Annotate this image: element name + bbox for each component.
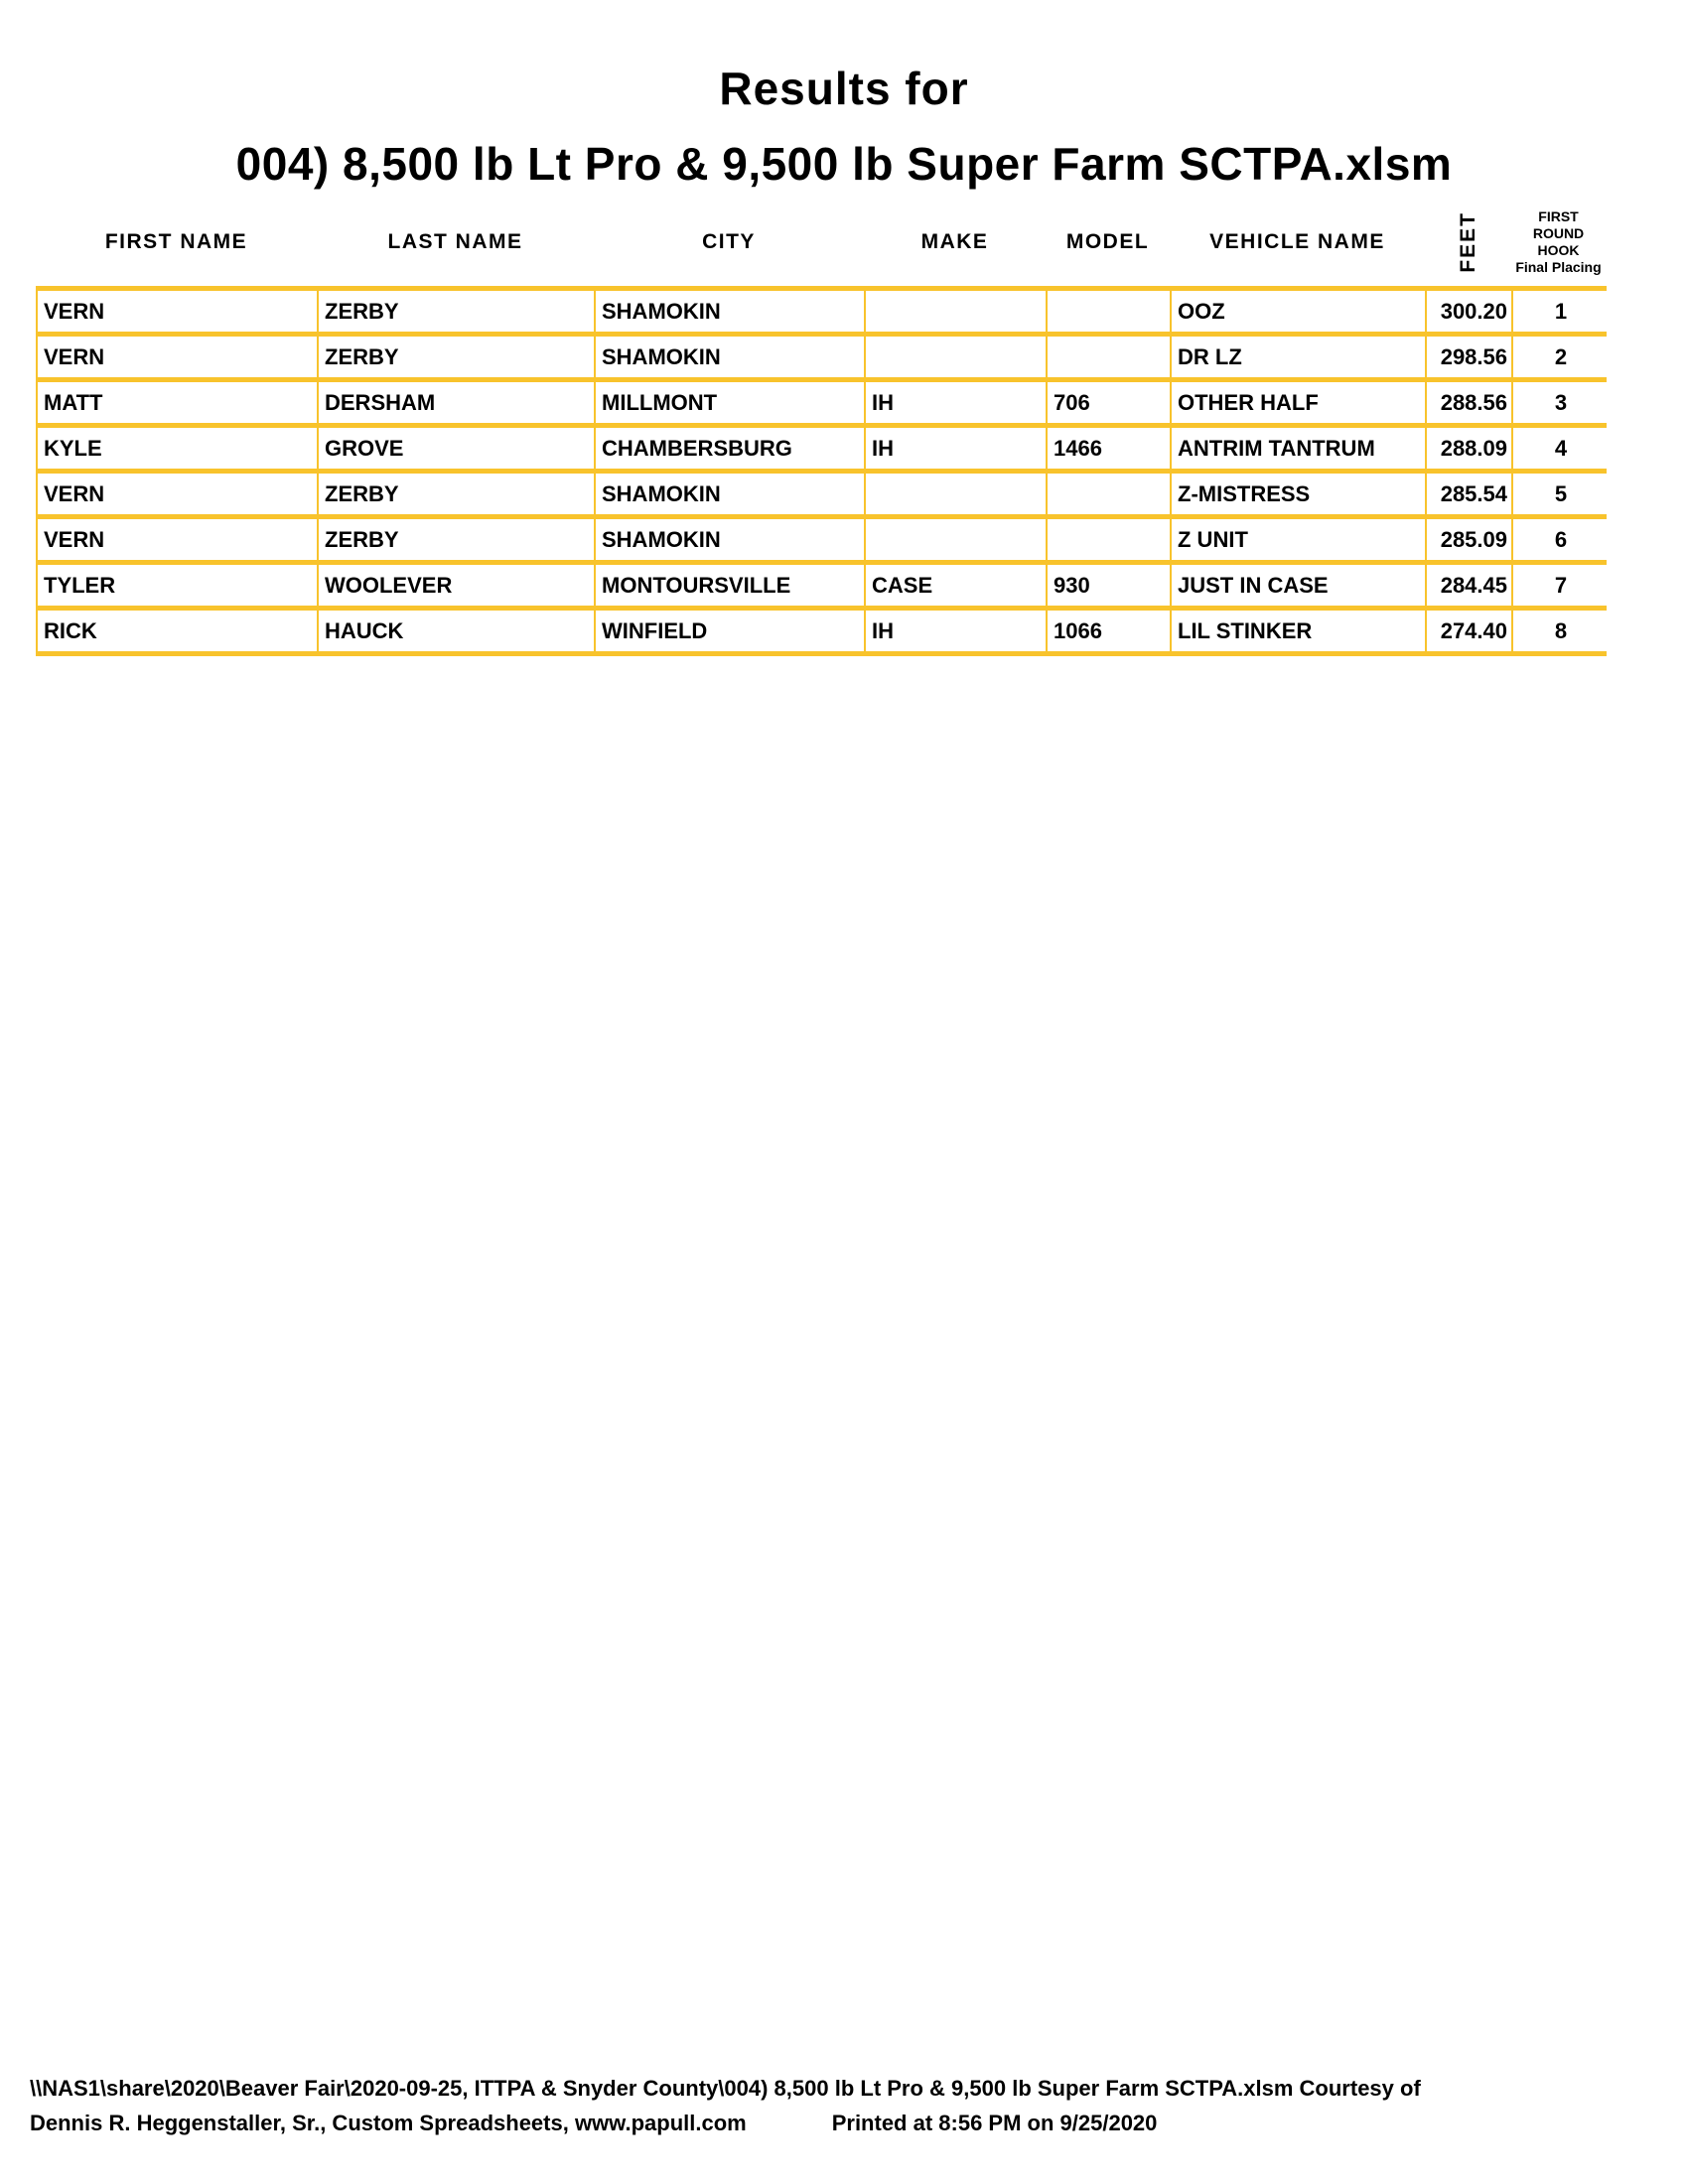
cell-city: SHAMOKIN: [595, 517, 865, 563]
cell-city: CHAMBERSBURG: [595, 426, 865, 472]
table-row: [37, 289, 1607, 335]
cell-feet: 300.20: [1426, 289, 1512, 335]
cell-feet: 288.09: [1426, 426, 1512, 472]
cell-make: IH: [865, 609, 1047, 654]
column-header-feet: FEET: [1456, 211, 1479, 273]
results-table: [36, 286, 1607, 656]
cell-model: [1047, 472, 1171, 517]
table-row: [37, 335, 1607, 380]
cell-vehicle-name: LIL STINKER: [1171, 609, 1426, 654]
cell-model: [1047, 517, 1171, 563]
cell-vehicle-name: OOZ: [1171, 289, 1426, 335]
cell-feet: 285.54: [1426, 472, 1512, 517]
cell-model: 1066: [1047, 609, 1171, 654]
cell-first-name: RICK: [37, 609, 318, 654]
cell-make: IH: [865, 380, 1047, 426]
footer-credit-line: [30, 2106, 1668, 2140]
cell-placing: 3: [1512, 380, 1607, 426]
cell-placing: 7: [1512, 563, 1607, 609]
column-header-vehicle-name: VEHICLE NAME: [1209, 230, 1385, 253]
cell-model: 930: [1047, 563, 1171, 609]
footer-credit-text: Dennis R. Heggenstaller, Sr., Custom Spreadsheets, www.papull.com: [30, 2111, 747, 2135]
table-header-row: [36, 199, 1606, 286]
table-row: [37, 609, 1607, 654]
cell-last-name: DERSHAM: [318, 380, 595, 426]
cell-city: MILLMONT: [595, 380, 865, 426]
placing-header-line-2: HOOK: [1537, 242, 1580, 258]
cell-placing: 2: [1512, 335, 1607, 380]
placing-header-line-3: Final Placing: [1515, 259, 1602, 275]
cell-first-name: VERN: [37, 517, 318, 563]
cell-vehicle-name: Z-MISTRESS: [1171, 472, 1426, 517]
cell-city: SHAMOKIN: [595, 472, 865, 517]
cell-model: [1047, 289, 1171, 335]
cell-last-name: WOOLEVER: [318, 563, 595, 609]
cell-first-name: KYLE: [37, 426, 318, 472]
column-header-city: CITY: [702, 230, 756, 253]
cell-first-name: MATT: [37, 380, 318, 426]
table-row: [37, 563, 1607, 609]
cell-last-name: ZERBY: [318, 517, 595, 563]
cell-first-name: TYLER: [37, 563, 318, 609]
cell-feet: 288.56: [1426, 380, 1512, 426]
placing-header-line-1: FIRST ROUND: [1532, 208, 1585, 241]
cell-first-name: VERN: [37, 335, 318, 380]
cell-last-name: ZERBY: [318, 472, 595, 517]
cell-make: IH: [865, 426, 1047, 472]
cell-model: 1466: [1047, 426, 1171, 472]
results-table-body: [37, 289, 1607, 654]
column-header-make: MAKE: [920, 230, 989, 253]
cell-vehicle-name: DR LZ: [1171, 335, 1426, 380]
cell-first-name: VERN: [37, 472, 318, 517]
cell-city: MONTOURSVILLE: [595, 563, 865, 609]
table-row: [37, 380, 1607, 426]
cell-last-name: ZERBY: [318, 289, 595, 335]
page-title: [0, 62, 1688, 191]
cell-feet: 285.09: [1426, 517, 1512, 563]
cell-city: SHAMOKIN: [595, 335, 865, 380]
cell-make: CASE: [865, 563, 1047, 609]
cell-placing: 5: [1512, 472, 1607, 517]
cell-make: [865, 289, 1047, 335]
cell-feet: 284.45: [1426, 563, 1512, 609]
cell-feet: 298.56: [1426, 335, 1512, 380]
results-table-area: [36, 199, 1606, 656]
cell-placing: 1: [1512, 289, 1607, 335]
column-header-last-name: LAST NAME: [387, 230, 523, 253]
cell-city: WINFIELD: [595, 609, 865, 654]
column-header-model: MODEL: [1065, 230, 1150, 253]
cell-vehicle-name: JUST IN CASE: [1171, 563, 1426, 609]
cell-last-name: HAUCK: [318, 609, 595, 654]
table-row: [37, 517, 1607, 563]
cell-make: [865, 472, 1047, 517]
cell-vehicle-name: Z UNIT: [1171, 517, 1426, 563]
cell-vehicle-name: ANTRIM TANTRUM: [1171, 426, 1426, 472]
title-results-for: Results for: [719, 63, 969, 114]
cell-city: SHAMOKIN: [595, 289, 865, 335]
footer-file-path-line: \\NAS1\share\2020\Beaver Fair\2020-09-25, ITTPA & Snyder County\004) 8,500 lb Lt Pro & 9,500 lb Super Farm SCTPA.xlsm Courtesy of: [30, 2076, 1421, 2101]
cell-last-name: ZERBY: [318, 335, 595, 380]
column-header-final-placing: [1511, 208, 1606, 276]
cell-make: [865, 517, 1047, 563]
title-file-name: 004) 8,500 lb Lt Pro & 9,500 lb Super Farm SCTPA.xlsm: [235, 138, 1453, 190]
footer-printed-timestamp: Printed at 8:56 PM on 9/25/2020: [831, 2111, 1158, 2135]
cell-placing: 4: [1512, 426, 1607, 472]
table-row: [37, 472, 1607, 517]
cell-make: [865, 335, 1047, 380]
cell-model: [1047, 335, 1171, 380]
cell-placing: 8: [1512, 609, 1607, 654]
table-row: [37, 426, 1607, 472]
cell-model: 706: [1047, 380, 1171, 426]
cell-feet: 274.40: [1426, 609, 1512, 654]
cell-placing: 6: [1512, 517, 1607, 563]
column-header-first-name: FIRST NAME: [104, 230, 248, 253]
cell-last-name: GROVE: [318, 426, 595, 472]
footer: [30, 2071, 1668, 2140]
cell-vehicle-name: OTHER HALF: [1171, 380, 1426, 426]
cell-first-name: VERN: [37, 289, 318, 335]
